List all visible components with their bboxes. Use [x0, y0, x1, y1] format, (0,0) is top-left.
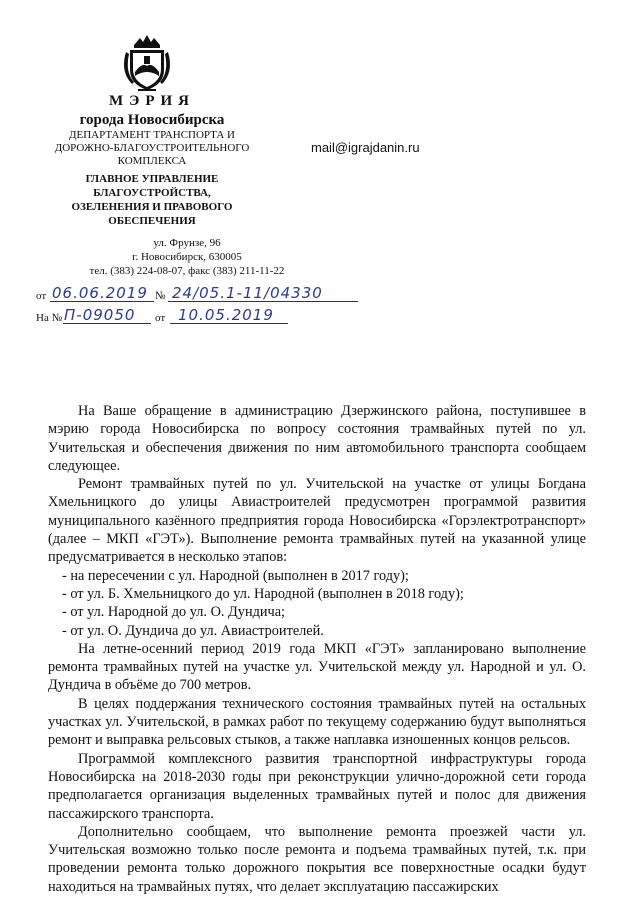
reply-from-label: от: [155, 312, 166, 324]
coat-of-arms-icon: [118, 32, 176, 94]
city-title: города Новосибирска: [79, 112, 225, 128]
reply-label: На №: [36, 312, 63, 324]
registration-number: 24/05.1-11/04330: [172, 284, 323, 302]
reply-number: П-09050: [64, 306, 136, 324]
paragraph: На летне-осенний период 2019 года МКП «ГЭТ» запланировано выполнение ремонта трамвайных путей на участке ул. Учительской между ул. Народной и ул. О. Дундича в объёме до 700 метров.: [48, 640, 586, 694]
registration-date: 06.06.2019: [52, 284, 148, 302]
paragraph: В целях поддержания технического состояния трамвайных путей на остальных участках ул. Учительской, в рамках работ по текущему содержанию будут выполняться ремонт и выправка рельсовых стыков, а также наплавка изношенных концов рельсов.: [48, 695, 586, 749]
paragraph: Программой комплексного развития транспортной инфраструктуры города Новосибирска на 2018-2030 годы при реконструкции улично-дорожной сети города предполагается организация выделенных трамвайных путей и полос для движения пассажирского транспорта.: [48, 750, 586, 822]
paragraph: Ремонт трамвайных путей по ул. Учительской на участке от улицы Богдана Хмельницкого до улицы Авиастроителей предусмотрен программой развития муниципального казённого предприятия города Новосибирска «Горэлектротранспорт» (далее – МКП «ГЭТ»). Выполнение ремонта трамвайных путей на указанной улице предусматривается в несколько этапов:: [48, 476, 586, 566]
mayor-title: МЭРИЯ: [109, 93, 195, 109]
from-label: от: [36, 290, 47, 302]
paragraph: Дополнительно сообщаем, что выполнение ремонта проезжей части ул. Учительская возможно только после ремонта и подъема трамвайных путей, т.к. при проведении ремонта только дорожного покрытия все поверхностные осадки будут находиться на трамвайных путях, что делает эксплуатацию пассажирских: [48, 823, 586, 895]
address-block: ул. Фрунзе, 96 г. Новосибирск, 630005 тел. (383) 224-08-07, факс (383) 211-11-22: [89, 237, 285, 277]
stage-item: - от ул. О. Дундича до ул. Авиастроителей.: [62, 622, 324, 639]
department-name: ДЕПАРТАМЕНТ ТРАНСПОРТА И ДОРОЖНО-БЛАГОУСТРОИТЕЛЬНОГО КОМПЛЕКСА: [54, 129, 250, 167]
main-directorate-name: ГЛАВНОЕ УПРАВЛЕНИЕ БЛАГОУСТРОЙСТВА, ОЗЕЛЕНЕНИЯ И ПРАВОВОГО ОБЕСПЕЧЕНИЯ: [71, 173, 233, 227]
reply-date: 10.05.2019: [178, 306, 274, 324]
paragraph: На Ваше обращение в администрацию Дзержинского района, поступившее в мэрию города Новосибирска по вопросу состояния трамвайных путей по ул. Учительская и обеспечения движения по ним автомобильного транспорта сообщаем следующее.: [48, 403, 586, 474]
recipient-email: mail@igrajdanin.ru: [311, 140, 420, 155]
number-sign: №: [155, 290, 166, 302]
stage-item: - от ул. Б. Хмельницкого до ул. Народной (выполнен в 2018 году);: [62, 585, 464, 602]
letter-body: [48, 402, 586, 896]
stage-item: - на пересечении с ул. Народной (выполнен в 2017 году);: [62, 567, 409, 584]
stage-item: - от ул. Народной до ул. О. Дундича;: [62, 604, 286, 621]
